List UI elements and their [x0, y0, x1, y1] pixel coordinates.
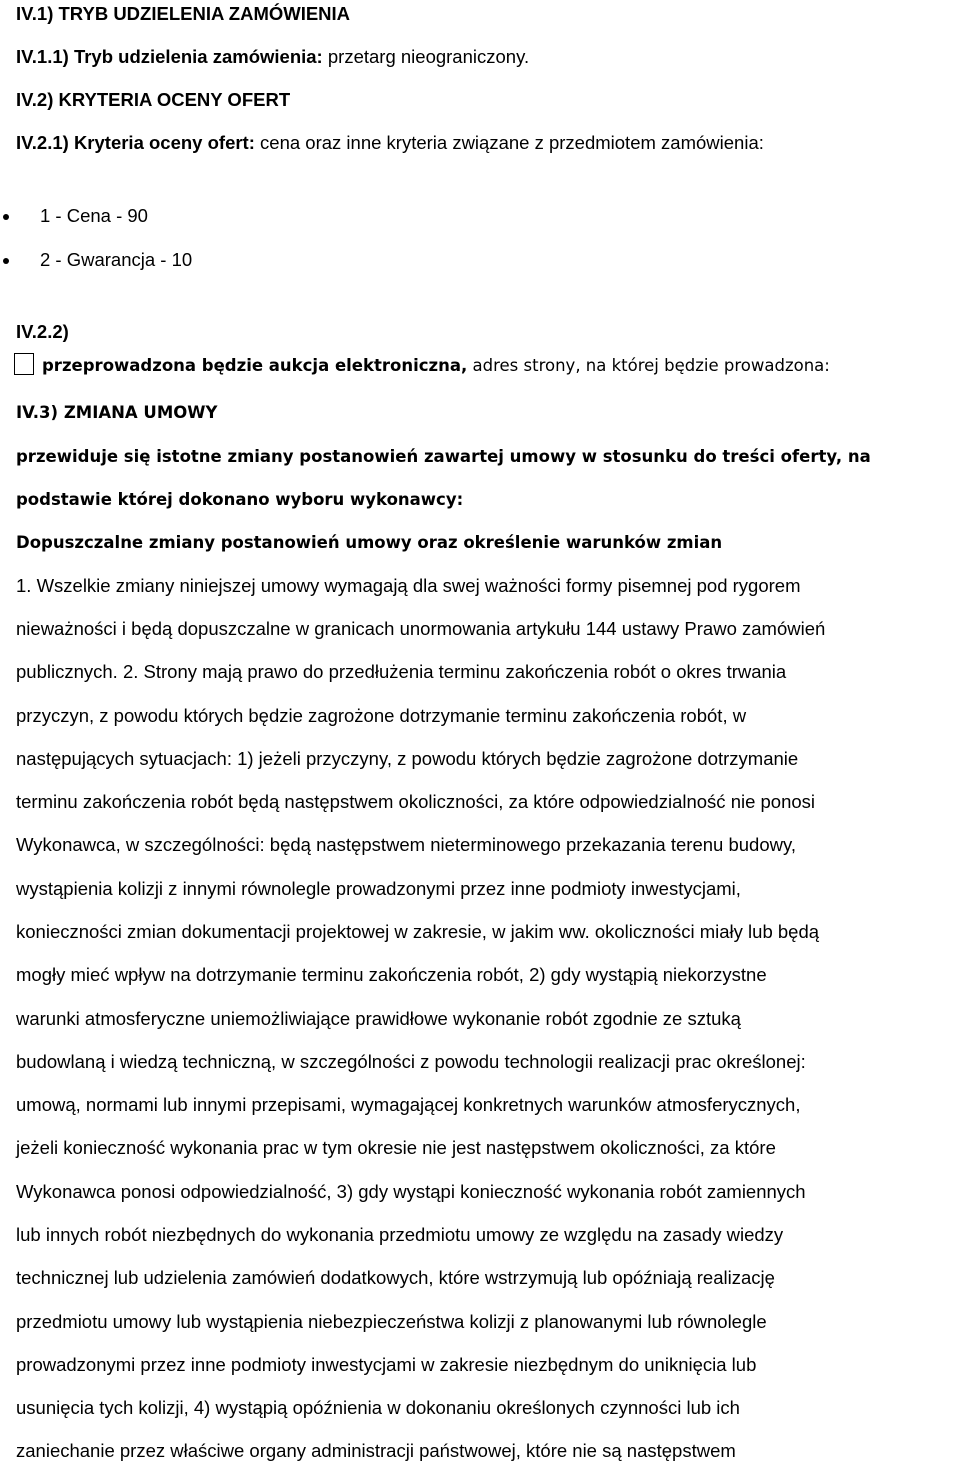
body-line: lub innych robót niezbędnych do wykonania przedmiotu umowy ze względu na zasady wiedzy [16, 1224, 784, 1245]
body-line: następujących sytuacjach: 1) jeżeli przyczyny, z powodu których będzie zagrożone dotrzymanie [16, 748, 799, 769]
body-line: wystąpienia kolizji z innymi równolegle prowadzonymi przez inne podmioty inwestycjami, [16, 878, 741, 899]
criterion-text: 2 - Gwarancja - 10 [40, 249, 193, 270]
section-iv2-heading: IV.2) KRYTERIA OCENY OFERT [16, 89, 291, 110]
changes-subheading: Dopuszczalne zmiany postanowień umowy oraz określenie warunków zmian [16, 533, 723, 552]
auction-line [42, 355, 830, 377]
body-line: konieczności zmian dokumentacji projektowej w zakresie, w jakim ww. okoliczności miały lub będą [16, 921, 820, 942]
tryb-label: IV.1.1) Tryb udzielenia zamówienia: [16, 46, 323, 67]
body-line: mogły mieć wpływ na dotrzymanie terminu zakończenia robót, 2) gdy wystąpią niekorzystne [16, 964, 767, 985]
criteria-line [16, 132, 764, 154]
section-iv1-heading: IV.1) TRYB UDZIELENIA ZAMÓWIENIA [16, 3, 351, 24]
body-line: zaniechanie przez właściwe organy administracji państwowej, które nie są następstwem [16, 1440, 736, 1461]
body-line: budowlaną i wiedzą techniczną, w szczególności z powodu technologii realizacji prac określonej: [16, 1051, 806, 1072]
body-line: technicznej lub udzielenia zamówień dodatkowych, które wstrzymują lub opóźniają realizację [16, 1267, 775, 1288]
body-line: 1. Wszelkie zmiany niniejszej umowy wymagają dla swej ważności formy pisemnej pod rygorem [16, 575, 801, 596]
body-line: Wykonawca ponosi odpowiedzialność, 3) gdy wystąpi konieczność wykonania robót zamiennych [16, 1181, 806, 1202]
auction-rest: adres strony, na której będzie prowadzona: [467, 356, 830, 375]
body-line: Wykonawca, w szczególności: będą następstwem nieterminowego przekazania terenu budowy, [16, 834, 796, 855]
tryb-value: przetarg nieograniczony. [322, 46, 530, 67]
intro-line-2: podstawie której dokonano wyboru wykonawcy: [16, 490, 464, 509]
intro-line-1: przewiduje się istotne zmiany postanowień zawartej umowy w stosunku do treści oferty, na [16, 447, 871, 466]
criteria-value: cena oraz inne kryteria związane z przedmiotem zamówienia: [254, 132, 764, 153]
body-line: umową, normami lub innymi przepisami, wymagającej konkretnych warunków atmosferycznych, [16, 1094, 801, 1115]
bullet-icon [3, 214, 9, 220]
body-line: przyczyn, z powodu których będzie zagrożone dotrzymanie terminu zakończenia robót, w [16, 705, 747, 726]
tryb-udzielenia-line [16, 46, 529, 68]
auction-bold: przeprowadzona będzie aukcja elektroniczna, [42, 356, 468, 375]
body-line: terminu zakończenia robót będą następstwem okoliczności, za które odpowiedzialność nie ponosi [16, 791, 816, 812]
auction-label: IV.2.2) [16, 321, 69, 342]
criteria-label: IV.2.1) Kryteria oceny ofert: [16, 132, 255, 153]
body-line: publicznych. 2. Strony mają prawo do przedłużenia terminu zakończenia robót o okres trwania [16, 661, 787, 682]
section-iv3-heading: IV.3) ZMIANA UMOWY [16, 403, 218, 422]
bullet-icon [3, 258, 9, 264]
auction-checkbox[interactable] [14, 353, 34, 375]
body-line: przedmiotu umowy lub wystąpienia niebezpieczeństwa kolizji z planowanymi lub równolegle [16, 1311, 767, 1332]
body-line: nieważności i będą dopuszczalne w granicach unormowania artykułu 144 ustawy Prawo zamówień [16, 618, 826, 639]
body-line: prowadzonymi przez inne podmioty inwestycjami w zakresie niezbędnym do uniknięcia lub [16, 1354, 757, 1375]
body-line: usunięcia tych kolizji, 4) wystąpią opóźnienia w dokonaniu określonych czynności lub ich [16, 1397, 740, 1418]
body-line: warunki atmosferyczne uniemożliwiające prawidłowe wykonanie robót zgodnie ze sztuką [16, 1008, 741, 1029]
body-line: jeżeli konieczność wykonania prac w tym okresie nie jest następstwem okoliczności, za które [16, 1137, 776, 1158]
criterion-text: 1 - Cena - 90 [40, 205, 148, 226]
